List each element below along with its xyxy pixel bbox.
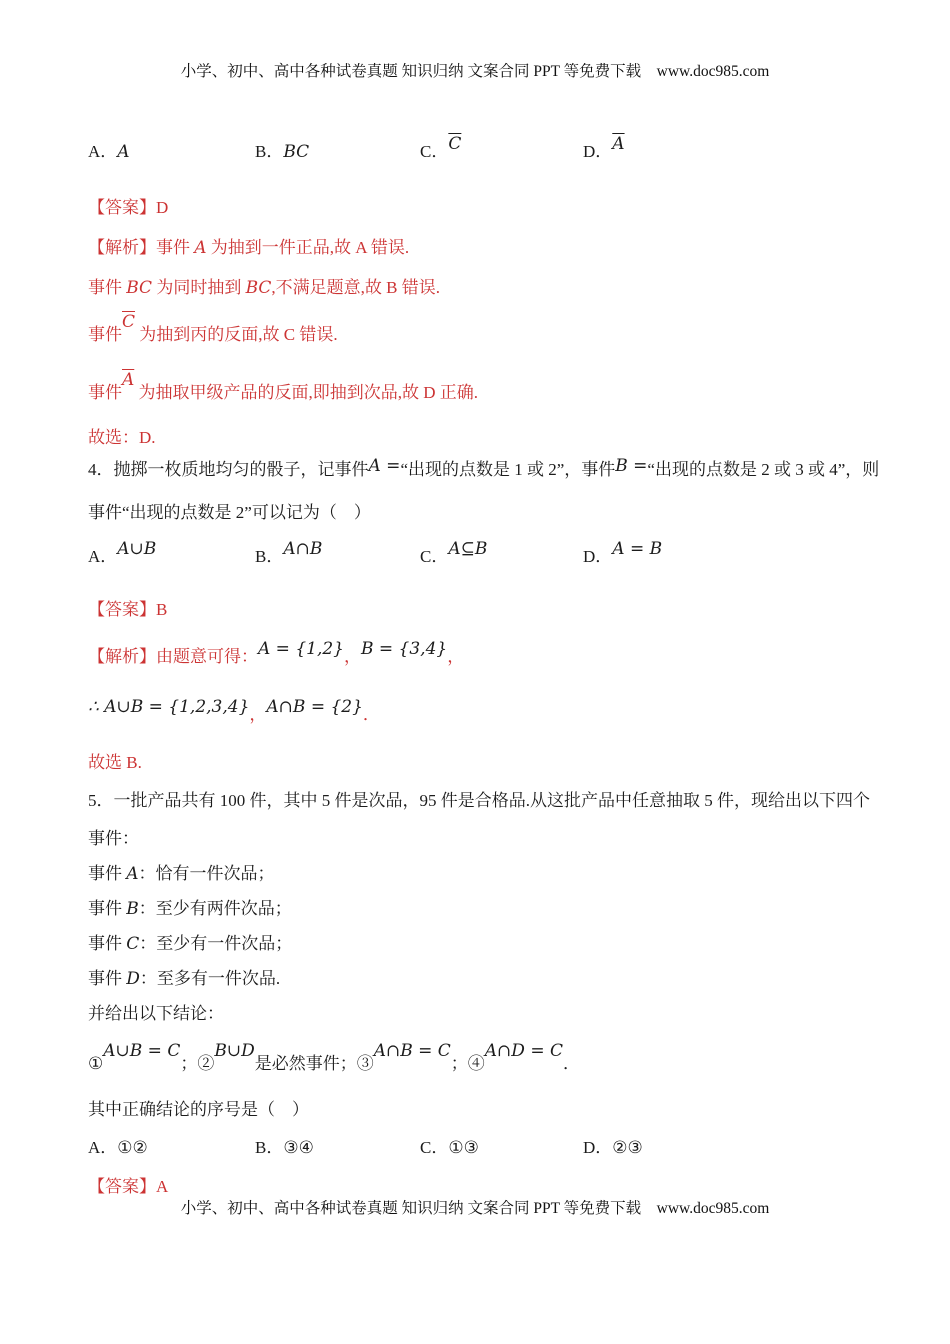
- q5-event-b: [88, 897, 292, 921]
- text-segment: ①②: [117, 1138, 148, 1157]
- q5-event-c: [88, 932, 292, 956]
- text-segment: ；④: [450, 1054, 485, 1073]
- text-segment: A: [126, 864, 139, 884]
- text-segment: 事件: [88, 899, 127, 918]
- text-segment: $\overline{C}$: [448, 134, 462, 154]
- text-segment: A = {1,2}: [258, 639, 344, 659]
- q5-option-b-label: B．: [255, 1138, 284, 1157]
- q5-stem-line-1: 5．一批产品共有 100 件，其中 5 件是次品，95 件是合格品.从这批产品中任意抽取 5 件，现给出以下四个: [88, 791, 870, 810]
- q3-analysis-line-4: [88, 370, 479, 405]
- text-segment: 为抽到丙的反面,故 C 错误.: [135, 325, 338, 344]
- text-segment: A∪B = C: [103, 1041, 181, 1061]
- text-segment: A∩B = C: [373, 1041, 451, 1061]
- header-watermark: 小学、初中、高中各种试卷真题 知识归纳 文案合同 PPT 等免费下载 www.doc985.com: [180, 63, 770, 80]
- q4-option-d-label: D．: [583, 547, 613, 566]
- q3-option-a: [88, 140, 255, 164]
- q5-conclusions-line: [88, 1041, 580, 1076]
- q4-stem-line-1: [88, 458, 879, 482]
- q4-option-a: [88, 539, 255, 569]
- text-segment: 4．抛掷一枚质地均匀的骰子，记事件: [88, 460, 369, 479]
- q4-conclusion: 故选 B.: [88, 753, 142, 772]
- text-segment: $\overline{A}$: [122, 370, 135, 390]
- q5-option-c-label: C．: [420, 1138, 449, 1157]
- q3-analysis-line-3: [88, 312, 338, 347]
- text-segment: A∩B: [283, 539, 323, 559]
- q3-option-c: [420, 134, 583, 164]
- text-segment: A∩D = C: [484, 1041, 563, 1061]
- text-segment: ；②: [180, 1054, 215, 1073]
- text-segment: ．: [563, 1054, 580, 1073]
- text-segment: ，: [249, 705, 267, 724]
- text-segment: B =: [615, 456, 648, 476]
- text-segment: “出现的点数是 1 或 2”，事件: [400, 460, 616, 479]
- q4-options-row: [88, 539, 910, 569]
- q5-option-b-value: [283, 1138, 313, 1157]
- q5-option-a-label: A．: [88, 1138, 118, 1157]
- q3-option-b-value: [283, 142, 309, 161]
- text-segment: 事件: [88, 325, 122, 344]
- text-segment: D: [126, 969, 140, 989]
- text-segment: 为抽取甲级产品的反面,即抽到次品,故 D 正确.: [134, 383, 479, 402]
- q3-option-b: [255, 140, 420, 164]
- q5-option-d: [583, 1136, 910, 1160]
- q3-option-b-label: B．: [255, 142, 284, 161]
- q5-option-a: [88, 1136, 255, 1160]
- q3-conclusion: 故选：D.: [88, 428, 156, 447]
- text-segment: BC: [283, 142, 310, 162]
- text-segment: ,不满足题意,故 B 错误.: [271, 278, 440, 297]
- q3-option-a-label: A．: [88, 142, 118, 161]
- text-segment: A = B: [612, 539, 663, 559]
- q5-option-c: [420, 1136, 583, 1160]
- q5-question-line: 其中正确结论的序号是（ ）: [88, 1100, 309, 1119]
- text-segment: ．: [362, 705, 380, 724]
- text-segment: 事件: [88, 934, 127, 953]
- q4-analysis-line-2: [88, 697, 380, 727]
- text-segment: ：至多有一件次品.: [139, 969, 281, 988]
- text-segment: 【解析】事件: [88, 238, 195, 257]
- text-segment: B = {3,4}: [361, 639, 448, 659]
- q3-option-c-label: C．: [420, 142, 449, 161]
- text-segment: ：恰有一件次品；: [138, 864, 275, 883]
- text-segment: ①: [88, 1054, 104, 1073]
- q3-options-row: [88, 134, 910, 164]
- text-segment: $\overline{C}$: [122, 312, 136, 332]
- text-segment: A⊆B: [448, 539, 488, 559]
- q5-event-d: [88, 967, 280, 991]
- q3-option-d-value: [612, 134, 625, 161]
- q5-options-row: [88, 1136, 910, 1160]
- footer-watermark: 小学、初中、高中各种试卷真题 知识归纳 文案合同 PPT 等免费下载 www.doc985.com: [180, 1200, 770, 1217]
- text-segment: ，: [447, 647, 465, 666]
- q5-option-c-value: [448, 1138, 478, 1157]
- text-segment: ③④: [283, 1138, 314, 1157]
- q3-option-a-value: [117, 142, 129, 161]
- text-segment: ①③: [448, 1138, 479, 1157]
- q3-option-c-value: [448, 134, 462, 161]
- q4-option-b-value: [283, 539, 323, 566]
- text-segment: A: [194, 238, 207, 258]
- text-segment: 【解析】由题意可得：: [88, 647, 258, 666]
- q4-option-c: [420, 539, 583, 569]
- q3-answer-line: 【答案】D: [88, 198, 169, 217]
- text-segment: C: [126, 934, 140, 954]
- text-segment: A∪B: [117, 539, 157, 559]
- text-segment: 是必然事件；③: [254, 1054, 374, 1073]
- text-segment: BC: [245, 278, 272, 298]
- text-segment: A: [117, 142, 130, 162]
- text-segment: $\overline{A}$: [612, 134, 625, 154]
- q5-conclusions-intro: 并给出以下结论：: [88, 1004, 224, 1023]
- text-segment: B∪D: [214, 1041, 255, 1061]
- q5-option-a-value: [117, 1138, 147, 1157]
- text-segment: 事件: [88, 383, 122, 402]
- text-segment: B: [126, 899, 139, 919]
- text-segment: 为同时抽到: [152, 278, 246, 297]
- text-segment: ：至少有一件次品；: [139, 934, 293, 953]
- q4-option-b: [255, 539, 420, 569]
- q4-option-a-value: [117, 539, 157, 566]
- text-segment: 事件: [88, 864, 127, 883]
- text-segment: 事件: [88, 278, 127, 297]
- q4-option-b-label: B．: [255, 547, 284, 566]
- q4-option-a-label: A．: [88, 547, 118, 566]
- q4-option-d: [583, 539, 910, 569]
- text-segment: ：至少有两件次品；: [138, 899, 292, 918]
- q5-event-a: [88, 862, 275, 886]
- text-segment: “出现的点数是 2 或 3 或 4”，则: [647, 460, 880, 479]
- q3-analysis-line-1: [88, 236, 409, 260]
- q4-option-c-label: C．: [420, 547, 449, 566]
- text-segment: 事件: [88, 969, 127, 988]
- text-segment: A =: [368, 456, 401, 476]
- q4-option-d-value: [612, 539, 663, 566]
- q3-analysis-line-2: [88, 276, 440, 300]
- q5-answer-line: 【答案】A: [88, 1177, 169, 1196]
- q4-answer-line: 【答案】B: [88, 600, 168, 619]
- text-segment: A∩B = {2}: [266, 697, 363, 717]
- text-segment: 为抽到一件正品,故 A 错误.: [206, 238, 410, 257]
- q4-stem-line-2: 事件“出现的点数是 2”可以记为（ ）: [88, 503, 371, 522]
- q4-analysis-line-1: [88, 639, 465, 669]
- q3-option-d: [583, 134, 910, 164]
- q5-option-d-label: D．: [583, 1138, 613, 1157]
- text-segment: ∴ A∪B = {1,2,3,4}: [88, 697, 250, 717]
- text-segment: BC: [126, 278, 153, 298]
- q5-option-d-value: [612, 1138, 642, 1157]
- q3-option-d-label: D．: [583, 142, 613, 161]
- text-segment: ②③: [612, 1138, 643, 1157]
- q5-stem-line-2: 事件：: [88, 829, 139, 848]
- q5-option-b: [255, 1136, 420, 1160]
- text-segment: ，: [344, 647, 361, 666]
- q4-option-c-value: [448, 539, 488, 566]
